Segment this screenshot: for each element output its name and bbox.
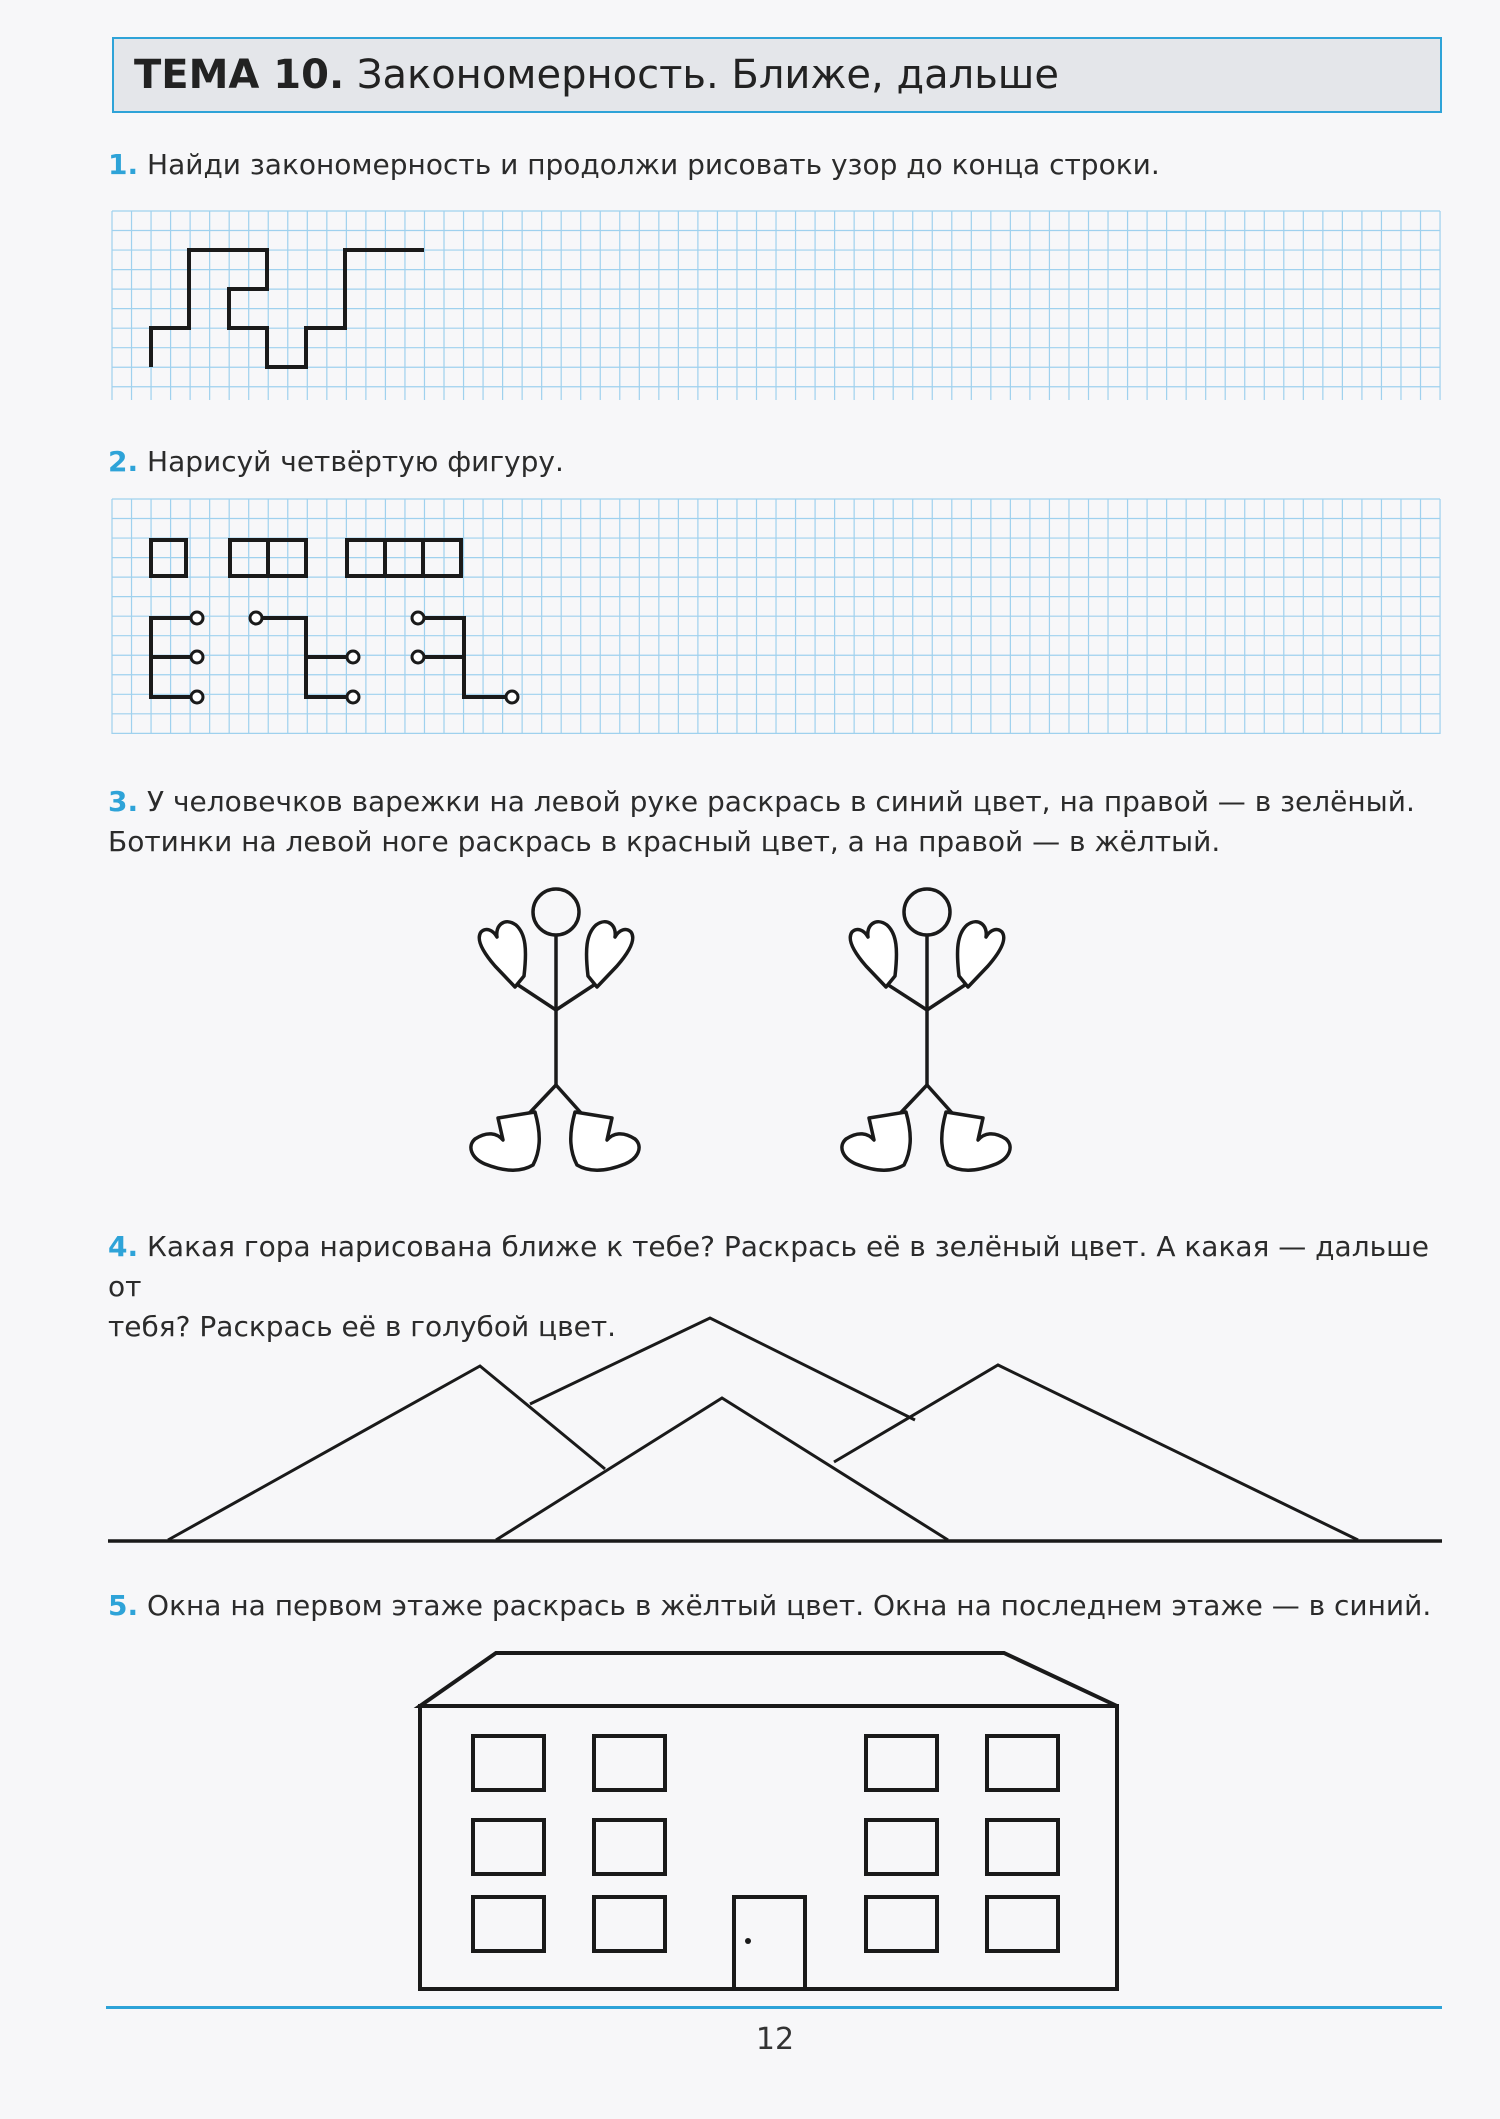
topic-name: Закономерность. Ближе, дальше [344, 52, 1059, 98]
page-number: 12 [755, 2022, 795, 2057]
boots [471, 1112, 1010, 1170]
window [866, 1736, 937, 1790]
window [866, 1820, 937, 1874]
task-3-text-line2: Ботинки на левой ноге раскрась в красный цвет, а на правой — в жёлтый. [108, 825, 1221, 858]
window [473, 1897, 544, 1951]
window [987, 1820, 1058, 1874]
topic-label: ТЕМА 10. [134, 52, 345, 98]
window [987, 1736, 1058, 1790]
little-man-left [509, 889, 603, 1123]
building-door [734, 1897, 805, 1989]
footer-line [106, 2006, 1442, 2009]
mountain-front-center [496, 1398, 948, 1540]
mitten-man1-right [587, 922, 633, 987]
task-3-text: У человечков варежки на левой руке раскрась в синий цвет, на правой — в зелёный. [147, 785, 1415, 818]
little-man-right [879, 889, 974, 1123]
task-3-number: 3. [108, 785, 139, 818]
task-2-number: 2. [108, 445, 139, 478]
mitten-man1-left [479, 922, 525, 987]
boot-man1-right [571, 1112, 639, 1170]
task-5-text: Окна на первом этаже раскрась в жёлтый цвет. Окна на последнем этаже — в синий. [147, 1589, 1432, 1622]
task-2-text: Нарисуй четвёртую фигуру. [147, 445, 564, 478]
grid-task-1[interactable] [112, 211, 1440, 400]
stick-figures-task-2 [151, 618, 510, 697]
task-4-text-line2: тебя? Раскрась её в голубой цвет. [108, 1310, 617, 1343]
mittens [479, 922, 1004, 987]
task-1-number: 1. [108, 148, 139, 181]
door-knob [745, 1938, 751, 1944]
task-4-text: Какая гора нарисована ближе к тебе? Раскрась её в зелёный цвет. А какая — дальше от [108, 1230, 1429, 1303]
building-wall [420, 1706, 1117, 1989]
window [594, 1820, 665, 1874]
window [594, 1897, 665, 1951]
building [420, 1653, 1117, 1989]
task-1-text: Найди закономерность и продолжи рисовать узор до конца строки. [147, 148, 1160, 181]
boot-man1-left [471, 1112, 539, 1170]
stick-figure-dots [191, 612, 518, 703]
mountain-right [834, 1365, 1358, 1540]
building-roof [420, 1653, 1117, 1706]
window [594, 1736, 665, 1790]
window [866, 1897, 937, 1951]
boot-man2-right [942, 1112, 1010, 1170]
window [987, 1897, 1058, 1951]
mitten-man2-left [850, 922, 896, 987]
boot-man2-left [842, 1112, 910, 1170]
window [473, 1820, 544, 1874]
mountains [108, 1318, 1442, 1541]
window [473, 1736, 544, 1790]
task-4-number: 4. [108, 1230, 139, 1263]
mountain-back-center [530, 1318, 915, 1420]
mitten-man2-right [958, 922, 1004, 987]
task-5-number: 5. [108, 1589, 139, 1622]
